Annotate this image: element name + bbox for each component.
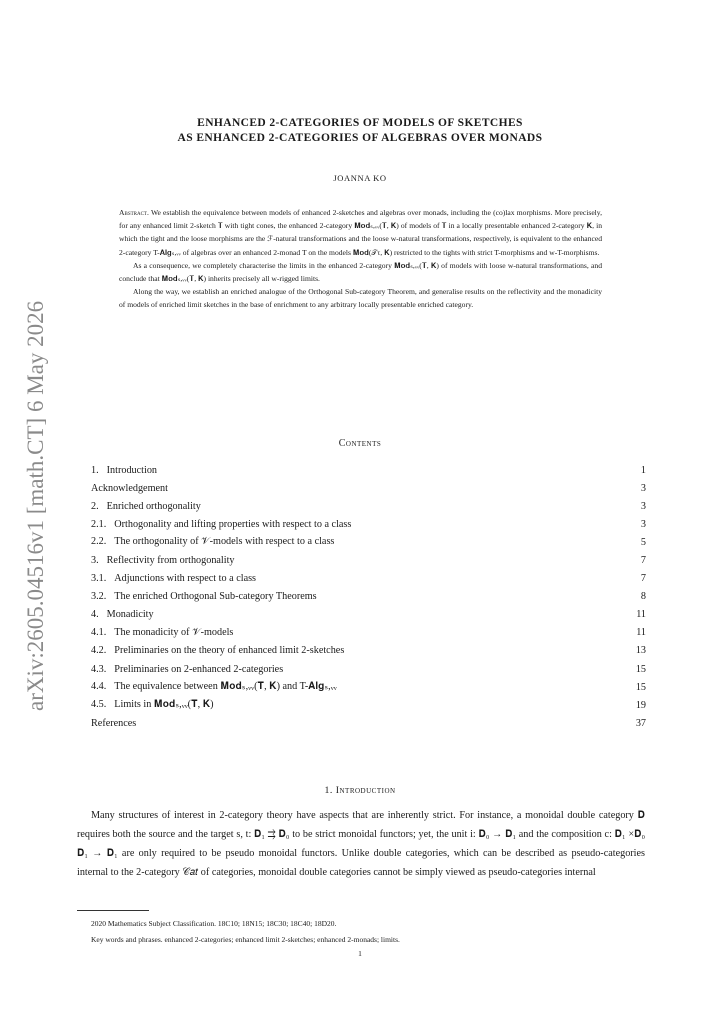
toc-entry-heading bbox=[91, 536, 334, 548]
toc-entry-heading bbox=[91, 664, 283, 675]
toc-entry-page: 37 bbox=[635, 717, 646, 729]
toc-entry[interactable] bbox=[91, 551, 646, 569]
toc-entry-number: 4.1. bbox=[91, 626, 107, 638]
toc-entry-title: The monadicity of 𝒱-models bbox=[114, 626, 234, 638]
toc-entry[interactable] bbox=[91, 714, 646, 732]
toc-entry[interactable] bbox=[91, 678, 646, 696]
toc-entry[interactable] bbox=[91, 497, 646, 515]
toc-entry-page: 11 bbox=[636, 609, 646, 621]
abstract-paragraph-3: Along the way, we establish an enriched analogue of the Orthogonal Sub-category Theorem, and generalise results on the reflectivity and the monadicity of models of enriched limit sketches in the base of enrichment to any arbitrary locally presentable enriched category. bbox=[119, 287, 602, 310]
toc-entry-number: 4.3. bbox=[91, 663, 107, 675]
toc-entry-heading bbox=[91, 591, 317, 602]
page-number: 1 bbox=[358, 949, 362, 958]
abstract-paragraph-1 bbox=[119, 206, 602, 259]
toc-entry-title: The orthogonality of 𝒱-models with respect to a class bbox=[114, 536, 335, 548]
toc-entry[interactable] bbox=[91, 606, 646, 624]
title-line-2: AS ENHANCED 2-CATEGORIES OF ALGEBRAS OVER MONADS bbox=[177, 132, 543, 144]
toc-entry-number: 4.2. bbox=[91, 645, 107, 657]
toc-entry-heading bbox=[91, 699, 214, 711]
toc-entry-number: 4.5. bbox=[91, 699, 107, 711]
title-line-1: ENHANCED 2-CATEGORIES OF MODELS OF SKETCHES bbox=[197, 117, 523, 129]
toc-entry-title: Enriched orthogonality bbox=[106, 500, 201, 512]
toc-entry-heading bbox=[91, 627, 233, 639]
toc-entry-number: 3.1. bbox=[91, 573, 107, 585]
abstract bbox=[119, 206, 602, 312]
abstract-paragraph-2: As a consequence, we completely characterise the limits in the enhanced 2-category 𝐌𝐨𝐝ₛ,ᵥᵥ(𝐓, 𝐊) of models with loose w-natural transformations, and conclude that 𝐌𝐨𝐝ₛ,ᵥᵥ(𝐓, 𝐊) inherits precisely all w-rigged limits. bbox=[119, 260, 602, 284]
contents-heading: Contents bbox=[338, 438, 382, 449]
introduction-paragraph: Many structures of interest in 2-category theory have aspects that are inherently strict. For instance, a monoidal double category 𝐃 requires both the source and the target s, t: 𝐃₁ ⇉ 𝐃₀ to be strict monoidal functors; yet, the unit i: 𝐃₀ → 𝐃₁ and the composition c: 𝐃₁ ×𝐃₀ 𝐃₁ → 𝐃₁ are only required to be pseudo monoidal functors. Unlike double categories, which can be described as pseudo-categories internal to the 2-category 𝒞𝑎𝑡 of categories, monoidal double categories cannot be simply viewed as pseudo-categories internal bbox=[77, 810, 645, 878]
toc-entry-title: Acknowledgement bbox=[91, 482, 168, 494]
abstract-label: Abstract. bbox=[119, 208, 149, 217]
toc-entry-page: 7 bbox=[640, 573, 646, 585]
toc-entry-heading bbox=[91, 718, 136, 729]
toc-entry-page: 3 bbox=[640, 518, 646, 530]
toc-entry-page: 13 bbox=[635, 645, 646, 657]
toc-entry-heading bbox=[91, 573, 256, 584]
toc-entry[interactable] bbox=[91, 461, 646, 479]
toc-entry-page: 5 bbox=[640, 536, 646, 548]
toc-entry-page: 1 bbox=[640, 464, 646, 476]
toc-entry-page: 7 bbox=[640, 555, 646, 567]
toc-entry-heading bbox=[91, 501, 201, 512]
toc-entry-title: Introduction bbox=[106, 464, 158, 476]
toc-entry-heading bbox=[91, 645, 344, 656]
toc-entry-title: References bbox=[91, 717, 137, 729]
toc-entry[interactable] bbox=[91, 515, 646, 533]
footnote-msc: 2020 Mathematics Subject Classification. 18C10; 18N15; 18C30; 18C40; 18D20. bbox=[91, 919, 337, 928]
toc-entry-page: 15 bbox=[635, 681, 646, 693]
toc-entry-number: 3. bbox=[91, 555, 99, 567]
toc-entry-number: 2.2. bbox=[91, 536, 107, 548]
toc-entry-page: 15 bbox=[635, 663, 646, 675]
toc-entry-page: 3 bbox=[640, 500, 646, 512]
toc-entry-number: 4.4. bbox=[91, 681, 107, 693]
section-heading-introduction: 1. Introduction bbox=[324, 785, 396, 796]
toc-entry-number: 4. bbox=[91, 609, 99, 621]
toc-entry-heading bbox=[91, 555, 235, 566]
toc-entry-page: 3 bbox=[640, 482, 646, 494]
toc-entry[interactable] bbox=[91, 642, 646, 660]
author-name: JOANNA KO bbox=[333, 173, 387, 183]
abstract-text-1: We establish the equivalence between models of enhanced 2-sketches and algebras over monads, including the (co)lax morphisms. More precisely, for any enhanced limit 2-sketch 𝐓 with tight cones, the enhanced 2-category 𝐌𝐨𝐝ₛ,ᵥᵥ(𝐓, 𝐊) of models of 𝐓 in a locally presentable enhanced 2-category 𝐊, in which the tight and the loose morphisms are the ℱ-natural transformations and the loose w-natural transformations, respectively, is equivalent to the enhanced 2-category T-𝐀𝐥𝐠ₛ,ᵥᵥ of algebras over an enhanced 2-monad T on the models 𝐌𝐨𝐝(𝒯τ, 𝐊) restricted to the tights with strict T-morphisms and w-T-morphisms. bbox=[119, 208, 602, 257]
toc-entry-heading bbox=[91, 483, 168, 494]
toc-entry-title: Reflectivity from orthogonality bbox=[106, 555, 235, 567]
toc-entry-number: 2.1. bbox=[91, 518, 107, 530]
toc-entry-title: Preliminaries on 2-enhanced 2-categories bbox=[114, 663, 284, 675]
footnote-keywords: Key words and phrases. enhanced 2-categories; enhanced limit 2-sketches; enhanced 2-monads; limits. bbox=[91, 935, 400, 944]
table-of-contents bbox=[91, 461, 646, 732]
toc-entry[interactable] bbox=[91, 660, 646, 678]
toc-entry-title: Preliminaries on the theory of enhanced limit 2-sketches bbox=[114, 645, 345, 657]
toc-entry[interactable] bbox=[91, 696, 646, 714]
toc-entry-heading bbox=[91, 609, 154, 620]
toc-entry-page: 8 bbox=[640, 591, 646, 603]
paper-title bbox=[100, 116, 620, 146]
toc-entry-title: Monadicity bbox=[106, 609, 154, 621]
toc-entry-page: 11 bbox=[636, 627, 646, 639]
toc-entry[interactable] bbox=[91, 588, 646, 606]
toc-entry[interactable] bbox=[91, 624, 646, 642]
footnote-rule bbox=[77, 910, 149, 911]
toc-entry-number: 2. bbox=[91, 500, 99, 512]
toc-entry-title: Adjunctions with respect to a class bbox=[114, 573, 257, 585]
toc-entry-heading bbox=[91, 681, 337, 693]
toc-entry-number: 1. bbox=[91, 464, 99, 476]
toc-entry[interactable] bbox=[91, 533, 646, 551]
toc-entry-title: The equivalence between 𝐌𝐨𝐝ₛ,ᵥᵥ(𝐓, 𝐊) and T-𝐀𝐥𝐠ₛ,ᵥᵥ bbox=[114, 681, 337, 693]
toc-entry[interactable] bbox=[91, 479, 646, 497]
toc-entry-number: 3.2. bbox=[91, 591, 107, 603]
toc-entry-heading bbox=[91, 465, 157, 476]
toc-entry-title: Limits in 𝐌𝐨𝐝ₛ,ᵥᵥ(𝐓, 𝐊) bbox=[114, 699, 214, 711]
toc-entry-title: The enriched Orthogonal Sub-category Theorems bbox=[114, 591, 317, 603]
arxiv-identifier: arXiv:2605.04516v1 [math.CT] 6 May 2026 bbox=[23, 300, 48, 712]
toc-entry-page: 19 bbox=[635, 699, 646, 711]
toc-entry-title: Orthogonality and lifting properties with respect to a class bbox=[114, 518, 352, 530]
toc-entry[interactable] bbox=[91, 570, 646, 588]
toc-entry-heading bbox=[91, 519, 351, 530]
